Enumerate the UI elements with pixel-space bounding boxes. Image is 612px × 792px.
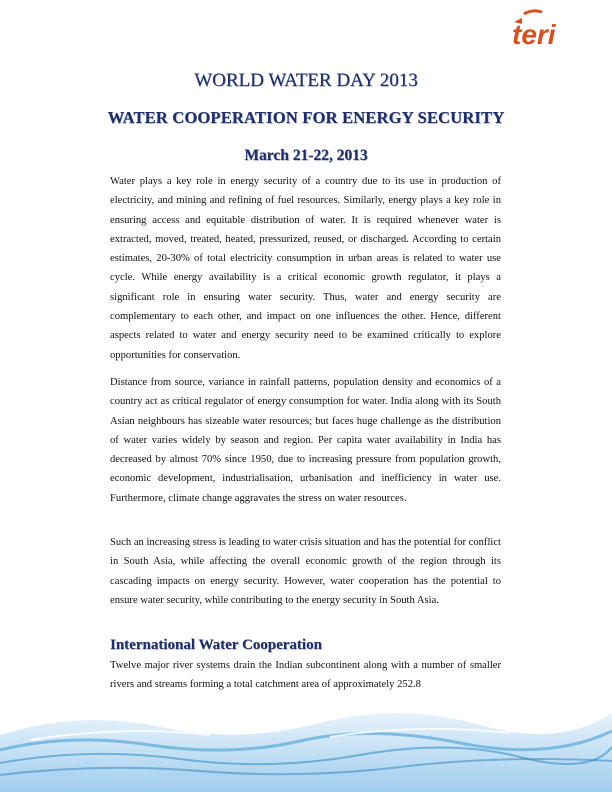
paragraph-2: Distance from source, variance in rainfall patterns, population density and economics of a country act as critical regulator of energy consumption for water. India along with its South Asian neighbours has sizeable water resources; but faces huge challenge as the distribution of water varies widely by season and region. Per capita water availability in India has decreased by almost 70% since 1950, due to increasing pressure from population growth, economic development, industrialisation, urbanisation and inefficiency in water use. Furthermore, climate change aggravates the stress on water resources. <box>110 377 501 504</box>
water-wave-decoration <box>0 705 612 792</box>
page-subtitle: WATER COOPERATION FOR ENERGY SECURITY <box>107 108 505 127</box>
paragraph-1: Water plays a key role in energy security of a country due to its use in production of electricity, and mining and refining of fuel resources. Similarly, energy plays a key role in ensuring access and equitable distribution of water. It is required whenever water is extracted, moved, treated, heated, pressurized, reused, or discharged. According to certain estimates, 20-30% of total electricity consumption in urban areas is related to water use cycle. While energy availability is a critical economic growth regulator, it plays a significant role in ensuring water security. Thus, water and energy security are complementary to each other, and impact on one influences the other. Hence, different aspects related to water and energy security need to be examined critically to explore opportunities for conservation. <box>110 176 501 361</box>
event-date: March 21-22, 2013 <box>244 147 368 164</box>
paragraph-3: Such an increasing stress is leading to water crisis situation and has the potential for conflict in South Asia, while affecting the overall economic growth of the region through its cascading impacts on energy security. However, water cooperation has the potential to ensure water security, while contributing to the energy security in South Asia. <box>110 537 501 606</box>
page-title: WORLD WATER DAY 2013 <box>194 70 418 91</box>
section-heading: International Water Cooperation <box>110 637 322 653</box>
paragraph-4: Twelve major river systems drain the Indian subcontinent along with a number of smaller rivers and streams forming a total catchment area of approximately 252.8 <box>110 660 501 691</box>
teri-logo <box>508 8 566 48</box>
logo-text: teri <box>512 19 556 48</box>
